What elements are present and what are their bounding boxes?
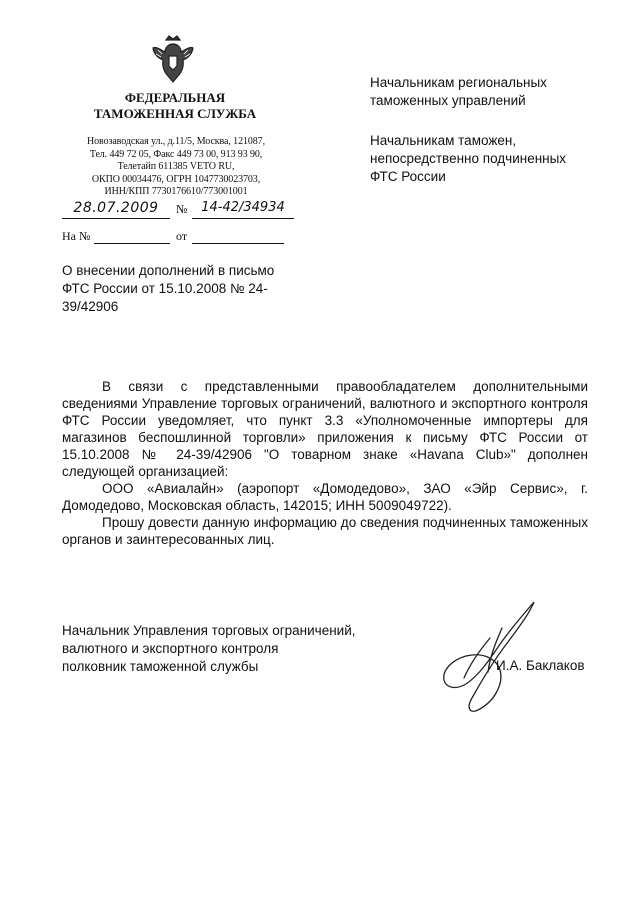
agency-name [70, 90, 280, 122]
agency-name-line1: ФЕДЕРАЛЬНАЯ [124, 90, 226, 105]
contacts-phone: Тел. 449 72 05, Факс 449 73 00, 913 93 90, [89, 148, 263, 160]
registration-line [62, 198, 294, 222]
agency-contacts [60, 136, 292, 199]
registration-date: 28.07.2009 [62, 200, 170, 219]
contacts-address: Новозаводская ул., д.11/5, Москва, 121087, [87, 136, 265, 147]
addressee-line: Начальникам региональных [370, 75, 547, 90]
handwritten-signature [430, 598, 542, 716]
subject-line: ФТС России от 15.10.2008 № 24- [62, 281, 268, 296]
agency-name-line2: ТАМОЖЕННАЯ СЛУЖБА [93, 106, 257, 121]
subject-line: О внесении дополнений в письмо [62, 263, 275, 278]
signer-title-line: полковник таможенной службы [62, 659, 259, 674]
letter-subject [62, 262, 292, 316]
addressee-line: Начальникам таможен, [370, 133, 517, 148]
contacts-inn: ИНН/КПП 7730176610/773001001 [104, 186, 248, 197]
reference-date-label: от [176, 229, 188, 243]
registration-number: 14-42/34934 [192, 200, 294, 219]
contacts-teletype: Телетайп 611385 VETO RU, [117, 161, 235, 172]
contacts-okpo: ОКПО 00034476, ОГРН 1047730023703, [91, 173, 261, 185]
signer-title-line: Начальник Управления торговых ограничений, [62, 623, 356, 638]
russian-coat-of-arms-emblem [150, 34, 196, 84]
addressee-line: непосредственно подчиненных [370, 151, 567, 166]
addressees-block [370, 74, 610, 186]
signer-title [62, 622, 382, 676]
signer-name: И.А. Баклаков [496, 658, 585, 673]
reference-date-blank [192, 243, 284, 244]
registration-number-label: № [176, 202, 188, 216]
letter-body [62, 378, 588, 548]
signer-title-line: валютного и экспортного контроля [62, 641, 279, 656]
reference-number-blank [94, 243, 170, 244]
reference-line [62, 227, 294, 247]
subject-line: 39/42906 [62, 299, 119, 314]
reference-number-label: На № [62, 229, 91, 243]
body-paragraph: Прошу довести данную информацию до сведения подчиненных таможенных органов и заинтересованных лиц. [62, 515, 588, 547]
addressee-line: таможенных управлений [370, 93, 526, 108]
addressee-line: ФТС России [370, 169, 446, 184]
body-paragraph: ООО «Авиалайн» (аэропорт «Домодедово», ЗАО «Эйр Сервис», г. Домодедово, Московская область, 142015; ИНН 5009049722). [62, 481, 588, 513]
body-paragraph: В связи с представленными правообладателем дополнительными сведениями Управление торговых ограничений, валютного и экспортного контроля ФТС России уведомляет, что пункт 3.3 «Уполномоченные импортеры для магазинов беспошлинной торговли» приложения к письму ФТС России от 15.10.2008 № 24-39/42906 "О товарном знаке «Havana Club»" дополнен следующей организацией: [62, 379, 588, 479]
